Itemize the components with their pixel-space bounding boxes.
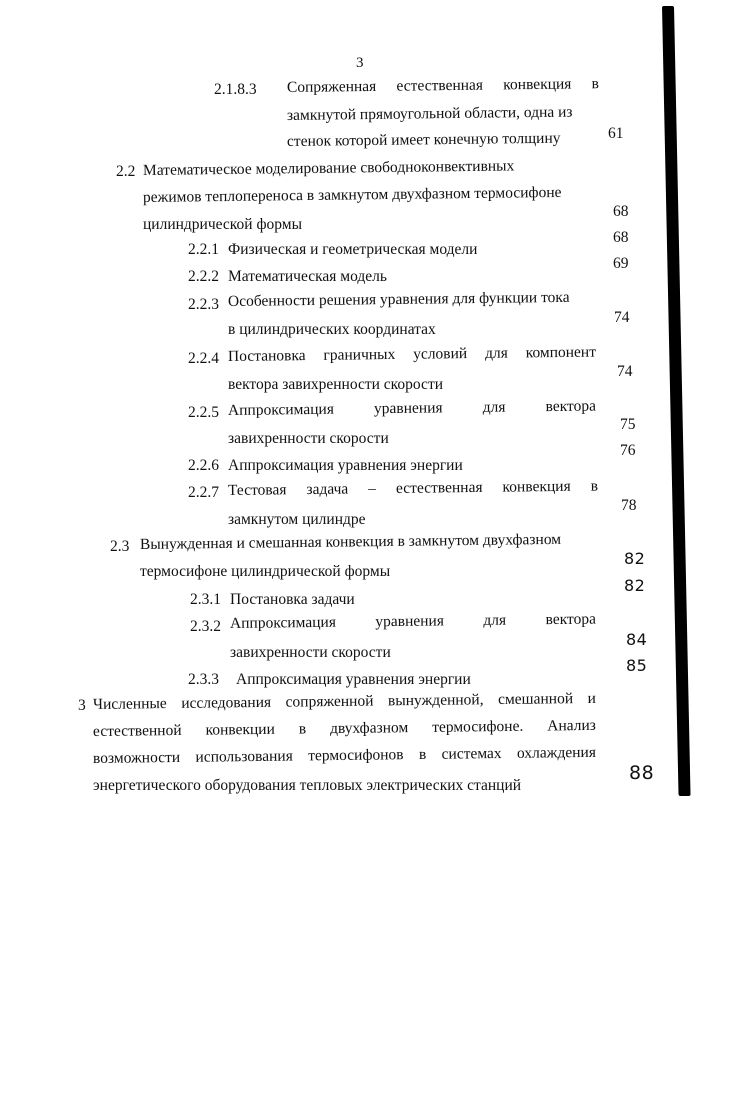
toc-line	[93, 716, 596, 742]
toc-line: Аппроксимация уравнения энергии	[236, 671, 471, 688]
toc-line: Математическая модель	[228, 268, 387, 285]
toc-number-3: 3	[78, 697, 86, 714]
toc-line: Аппроксимация уравнения энергии	[228, 457, 463, 474]
toc-line	[228, 343, 596, 367]
toc-page-number: 68	[613, 203, 629, 220]
toc-page-number: 74	[617, 363, 633, 380]
toc-number-222: 2.2.2	[188, 268, 219, 285]
toc-number-224: 2.2.4	[188, 350, 219, 367]
toc-number-22: 2.2	[116, 163, 136, 180]
toc-word: Тестовая	[227, 481, 287, 499]
toc-word: –	[368, 480, 377, 498]
toc-line	[228, 397, 596, 421]
toc-line	[93, 743, 596, 769]
toc-word: и	[587, 689, 597, 707]
toc-number-2183: 2.1.8.3	[214, 81, 257, 98]
toc-word: исследования	[181, 693, 272, 712]
toc-word: естественной	[92, 721, 182, 740]
toc-word: конвекции	[205, 720, 275, 739]
toc-page-number: 74	[614, 309, 630, 326]
page-number: 3	[356, 55, 364, 71]
toc-line: термосифоне цилиндрической формы	[140, 563, 391, 580]
toc-word: в	[591, 75, 600, 93]
toc-word: в	[298, 720, 307, 738]
toc-word: Аппроксимация	[229, 613, 336, 632]
toc-word: Постановка	[227, 347, 306, 365]
toc-word: уравнения	[373, 399, 443, 418]
toc-number-226: 2.2.6	[188, 457, 219, 474]
toc-line	[228, 476, 598, 501]
toc-number-233: 2.3.3	[188, 671, 219, 688]
toc-page-number: 88	[629, 762, 655, 784]
toc-word: вектора	[545, 610, 597, 629]
toc-word: уравнения	[375, 612, 445, 631]
toc-line: завихренности скорости	[228, 430, 389, 447]
toc-number-227: 2.2.7	[188, 484, 219, 501]
toc-line: замкнутом цилиндре	[228, 511, 366, 528]
toc-word: использования	[195, 747, 293, 766]
toc-word: естественная	[396, 76, 484, 95]
toc-line: режимов теплопереноса в замкнутом двухфазном термосифоне	[142, 183, 562, 206]
toc-page-number: 68	[613, 229, 629, 246]
toc-number-221: 2.2.1	[188, 241, 219, 258]
toc-line: цилиндрической формы	[143, 216, 302, 233]
toc-word: системах	[441, 745, 502, 763]
toc-number-223: 2.2.3	[188, 296, 219, 313]
toc-line: Особенности решения уравнения для функции тока	[227, 288, 570, 310]
toc-word: термосифонов	[308, 746, 404, 765]
toc-word: конвекция	[502, 477, 571, 496]
toc-line: Физическая и геометрическая модели	[228, 241, 478, 258]
toc-word: Аппроксимация	[227, 400, 334, 419]
toc-line: завихренности скорости	[230, 644, 391, 661]
toc-page-number: 85	[626, 656, 648, 675]
toc-word: в	[590, 477, 599, 495]
toc-page-number: 61	[608, 125, 624, 142]
toc-number-23: 2.3	[110, 538, 130, 555]
toc-number-225: 2.2.5	[188, 404, 219, 421]
toc-word: граничных	[323, 345, 396, 364]
toc-word: Сопряженная	[286, 77, 377, 96]
toc-word: конвекция	[503, 75, 572, 94]
toc-word: для	[484, 344, 508, 362]
toc-line: замкнутой прямоугольной области, одна из	[286, 103, 573, 124]
toc-word: смешанной	[497, 690, 574, 709]
toc-line	[230, 610, 596, 634]
toc-line: Математическое моделирование свободноконвективных	[142, 157, 515, 179]
toc-line: энергетического оборудования тепловых электрических станций	[93, 777, 522, 794]
toc-word: для	[482, 398, 506, 416]
toc-word: вектора	[545, 397, 597, 416]
toc-word: вынужденной,	[387, 691, 484, 710]
toc-line: Вынужденная и смешанная конвекция в замкнутом двухфазном	[139, 530, 562, 553]
toc-word: Численные	[92, 695, 167, 713]
toc-number-231: 2.3.1	[190, 591, 221, 608]
toc-word: сопряженной	[285, 692, 374, 711]
toc-page-number: 76	[620, 442, 636, 459]
toc-line: стенок которой имеет конечную толщину	[286, 129, 561, 150]
toc-line: в цилиндрических координатах	[228, 321, 436, 338]
toc-word: задача	[306, 480, 349, 499]
toc-line: Постановка задачи	[230, 591, 355, 608]
toc-word: двухфазном	[329, 719, 409, 738]
toc-line: вектора завихренности скорости	[228, 376, 444, 393]
toc-page-number: 78	[621, 497, 637, 514]
toc-word: охлаждения	[516, 743, 597, 762]
toc-word: Анализ	[547, 716, 596, 735]
toc-word: в	[418, 745, 427, 764]
toc-word: возможности	[92, 748, 181, 767]
toc-page-number: 84	[626, 630, 648, 649]
toc-page-number: 82	[624, 576, 646, 595]
toc-page-number: 69	[613, 255, 629, 272]
toc-word: компонент	[525, 343, 597, 362]
toc-page-number: 82	[624, 549, 646, 568]
scan-edge-shadow	[662, 6, 691, 796]
toc-word: термосифоне.	[432, 717, 524, 736]
toc-word: для	[483, 611, 507, 629]
toc-word: естественная	[395, 478, 483, 497]
toc-page-number: 75	[620, 416, 636, 433]
toc-line	[93, 689, 596, 715]
toc-number-232: 2.3.2	[190, 618, 221, 635]
toc-line	[287, 74, 599, 98]
toc-word: условий	[413, 345, 468, 363]
